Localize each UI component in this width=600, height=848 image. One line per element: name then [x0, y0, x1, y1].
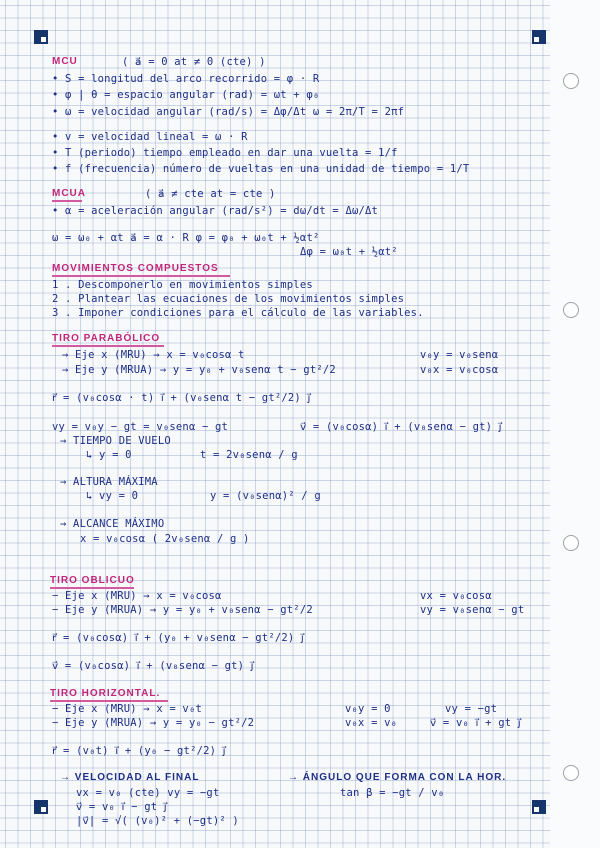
- flight-time-equation: t = 2v₀senα / g: [200, 449, 298, 461]
- horizontal-x-axis: − Eje x (MRU) → x = v₀t: [52, 703, 202, 715]
- parabolic-velocity-vector: v⃗ = (v₀cosα) i⃗ + (v₀senα − gt) j⃗: [300, 421, 502, 433]
- heading-underline: [52, 345, 164, 347]
- final-velocity-heading: → VELOCIDAD AL FINAL: [60, 772, 200, 783]
- mcua-heading: MCUA: [52, 188, 86, 199]
- heading-underline: [50, 587, 134, 589]
- max-height-equation: y = (v₀senα)² / g: [210, 490, 321, 502]
- heading-underline: [52, 200, 82, 202]
- parabolic-v0x: v₀x = v₀cosα: [420, 364, 499, 376]
- oblique-velocity-vector: v⃗ = (v₀cosα) i⃗ + (v₀senα − gt) j⃗: [52, 660, 254, 672]
- oblique-heading: TIRO OBLICUO: [50, 575, 135, 586]
- mcua-conditions: ( a⃗ ≠ cte at = cte ): [145, 188, 276, 200]
- max-range-equation: x = v₀cosα ( 2v₀senα / g ): [80, 533, 250, 545]
- parabolic-y-axis: → Eje y (MRUA) → y = y₀ + v₀senα t − gt²/2: [62, 364, 336, 376]
- mcu-heading: MCU: [52, 56, 78, 67]
- mcua-angular-acceleration: • α = aceleración angular (rad/s²) = dω/dt = Δω/Δt: [52, 205, 379, 217]
- mcu-angular-space: • φ | θ = espacio angular (rad) = ωt + φ₀: [52, 89, 320, 101]
- horizontal-v0x: v₀x = v₀: [345, 717, 398, 729]
- max-height-heading: → ALTURA MÁXIMA: [60, 476, 158, 488]
- mcua-angular-displacement: Δφ = ω₀t + ½αt²: [300, 246, 398, 258]
- horizontal-v0y: v₀y = 0: [345, 703, 391, 715]
- horizontal-y-axis: − Eje y (MRUA) → y = y₀ − gt²/2: [52, 717, 255, 729]
- max-range-heading: → ALCANCE MÁXIMO: [60, 518, 165, 530]
- mcu-conditions: ( a⃗ = 0 at ≠ 0 (cte) ): [122, 56, 266, 68]
- horizontal-velocity-vector: v⃗ = v₀ i⃗ + gt j⃗: [430, 717, 521, 729]
- oblique-y-axis: − Eje y (MRUA) → y = y₀ + v₀senα − gt²/2: [52, 604, 313, 616]
- parabolic-x-axis: → Eje x (MRU) → x = v₀cosα t: [62, 349, 245, 361]
- compound-motion-heading: MOVIMIENTOS COMPUESTOS: [52, 263, 219, 274]
- compound-step-1: 1 . Descomponerlo en movimientos simples: [52, 279, 313, 291]
- parabolic-v0y: v₀y = v₀senα: [420, 349, 499, 361]
- flight-time-condition: ↳ y = 0: [86, 449, 132, 461]
- max-height-condition: ↳ vy = 0: [86, 490, 139, 502]
- parabolic-heading: TIRO PARABÓLICO: [52, 333, 161, 344]
- angle-equation: tan β = −gt / v₀: [340, 787, 445, 799]
- parabolic-position-vector: r⃗ = (v₀cosα · t) i⃗ + (v₀senα t − gt²/2) j⃗: [52, 392, 311, 404]
- compound-step-2: 2 . Plantear las ecuaciones de los movimientos simples: [52, 293, 405, 305]
- horizontal-position-vector: r⃗ = (v₀t) i⃗ + (y₀ − gt²/2) j⃗: [52, 745, 226, 757]
- flight-time-heading: → TIEMPO DE VUELO: [60, 435, 171, 447]
- horizontal-vy: vy = −gt: [445, 703, 498, 715]
- oblique-position-vector: r⃗ = (v₀cosα) i⃗ + (y₀ + v₀senα − gt²/2) j⃗: [52, 632, 305, 644]
- mcu-angular-velocity: • ω = velocidad angular (rad/s) = Δφ/Δt ω = 2π/T = 2πf: [52, 106, 405, 118]
- mcua-equations: ω = ω₀ + αt a⃗ = α · R φ = φ₀ + ω₀t + ½αt²: [52, 232, 320, 244]
- final-velocity-vector: v⃗ = v₀ i⃗ − gt j⃗: [76, 801, 167, 813]
- parabolic-vy: vy = v₀y − gt = v₀senα − gt: [52, 421, 229, 433]
- oblique-vx: vx = v₀cosα: [420, 590, 492, 602]
- mcu-period: • T (periodo) tiempo empleado en dar una vuelta = 1/f: [52, 147, 398, 159]
- mcu-arc-length: • S = longitud del arco recorrido = φ · R: [52, 73, 320, 85]
- angle-heading: → ÁNGULO QUE FORMA CON LA HOR.: [288, 772, 507, 783]
- oblique-x-axis: − Eje x (MRU) → x = v₀cosα: [52, 590, 222, 602]
- mcu-frequency: • f (frecuencia) número de vueltas en una unidad de tiempo = 1/T: [52, 163, 470, 175]
- final-velocity-components: vx = v₀ (cte) vy = −gt: [76, 787, 220, 799]
- mcu-linear-velocity: • v = velocidad lineal = ω · R: [52, 131, 248, 143]
- heading-underline: [50, 700, 168, 702]
- compound-step-3: 3 . Imponer condiciones para el cálculo de las variables.: [52, 307, 424, 319]
- final-velocity-magnitude: |v⃗| = √( (v₀)² + (−gt)² ): [76, 815, 239, 827]
- horizontal-heading: TIRO HORIZONTAL.: [50, 688, 161, 699]
- heading-underline: [52, 275, 230, 277]
- oblique-vy: vy = v₀senα − gt: [420, 604, 525, 616]
